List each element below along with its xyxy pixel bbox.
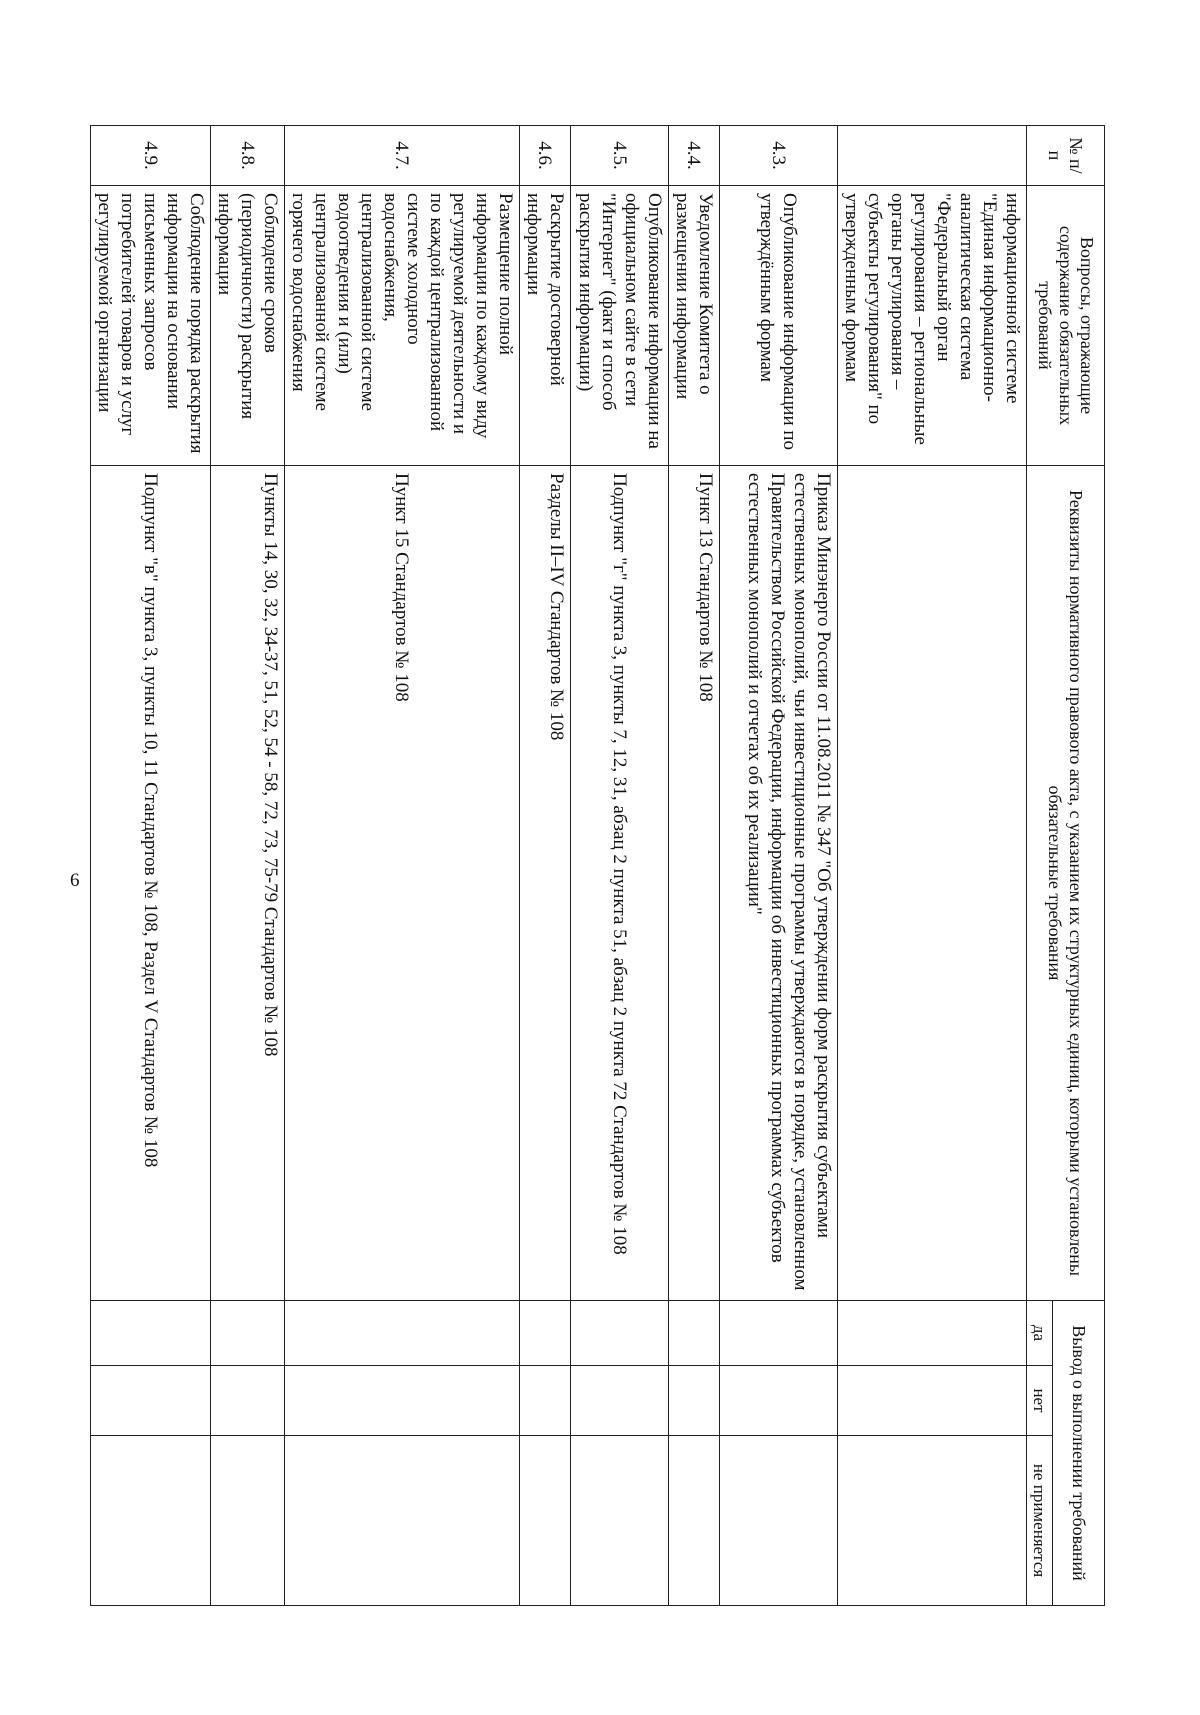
cell-no (91, 1366, 211, 1436)
cell-not-applicable (91, 1436, 211, 1606)
cell-yes (91, 1301, 211, 1366)
table-row (838, 126, 1027, 1606)
row-number: 4.7. (285, 126, 520, 186)
row-requisite (838, 466, 1027, 1301)
page-number: 6 (70, 870, 80, 891)
row-requisite: Пункты 14, 30, 32, 34-37, 51, 52, 54 - 58, 72, 73, 75-79 Стандартов № 108 (211, 466, 285, 1301)
cell-yes (520, 1301, 571, 1366)
row-number: 4.6. (520, 126, 571, 186)
header-questions: Вопросы, отражающие содержание обязательных требований (1027, 186, 1105, 466)
cell-yes (211, 1301, 285, 1366)
table-row (91, 126, 211, 1606)
cell-no (571, 1366, 669, 1436)
cell-no (720, 1366, 838, 1436)
row-requisite: Приказ Минэнерго России от 11.08.2011 № 347 "Об утверждении форм раскрытия субъектами естественных монополий, чьи инвестиционные программы утверждаются в порядке, установленном Правительством Российской Федерации, информации об инвестиционных программах субъектов естественных монополий и отчетах об их реализации" (720, 466, 838, 1301)
row-question: Раскрытие достоверной информации (520, 186, 571, 466)
header-row-top (1053, 126, 1105, 1606)
cell-not-applicable (838, 1436, 1027, 1606)
table-row (211, 126, 285, 1606)
row-number (838, 126, 1027, 186)
cell-no (211, 1366, 285, 1436)
row-question: Соблюдение сроков (периодичности) раскрытия информации (211, 186, 285, 466)
cell-no (669, 1366, 720, 1436)
header-requisites: Реквизиты нормативного правового акта, с указанием их структурных единиц, которыми установлены обязательные требования (1027, 466, 1105, 1301)
cell-no (838, 1366, 1027, 1436)
cell-not-applicable (669, 1436, 720, 1606)
cell-not-applicable (285, 1436, 520, 1606)
cell-yes (571, 1301, 669, 1366)
row-requisite: Разделы II–IV Стандартов № 108 (520, 466, 571, 1301)
row-number: 4.8. (211, 126, 285, 186)
cell-yes (720, 1301, 838, 1366)
row-number: 4.3. (720, 126, 838, 186)
table-row (669, 126, 720, 1606)
cell-not-applicable (720, 1436, 838, 1606)
table-row (571, 126, 669, 1606)
header-conclusion: Вывод о выполнении требований (1053, 1301, 1105, 1606)
table-row (720, 126, 838, 1606)
row-question: Соблюдение порядка раскрытия информации на основании письменных запросов потребителей товаров и услуг регулируемой организации (91, 186, 211, 466)
requirements-table (90, 125, 1105, 1606)
row-requisite: Пункт 15 Стандартов № 108 (285, 466, 520, 1301)
header-not-applicable: не применяется (1027, 1436, 1053, 1606)
cell-no (285, 1366, 520, 1436)
cell-yes (838, 1301, 1027, 1366)
cell-not-applicable (520, 1436, 571, 1606)
table-row (285, 126, 520, 1606)
row-requisite: Подпункт "г" пункта 3, пункты 7, 12, 31, абзац 2 пункта 51, абзац 2 пункта 72 Стандартов № 108 (571, 466, 669, 1301)
row-number: 4.9. (91, 126, 211, 186)
cell-yes (285, 1301, 520, 1366)
rotated-table-wrapper (90, 125, 1105, 1605)
row-question: Уведомление Комитета о размещении информации (669, 186, 720, 466)
row-question: информационной системе "Единая информационно-аналитическая система "Федеральный орган регулирования – региональные органы регулирования – субъекты регулирования" по утвержденным формам (838, 186, 1027, 466)
row-requisite: Подпункт "в" пункта 3, пункты 10, 11 Стандартов № 108, Раздел V Стандартов № 108 (91, 466, 211, 1301)
cell-not-applicable (211, 1436, 285, 1606)
row-number: 4.5. (571, 126, 669, 186)
header-no: нет (1027, 1366, 1053, 1436)
cell-no (520, 1366, 571, 1436)
cell-not-applicable (571, 1436, 669, 1606)
row-question: Размещение полной информации по каждому виду регулируемой деятельности и по каждой централизованной системе холодного водоснабжения, централизованной системе водоотведения и (или) централизованной системе горячего водоснабжения (285, 186, 520, 466)
table-row (520, 126, 571, 1606)
row-requisite: Пункт 13 Стандартов № 108 (669, 466, 720, 1301)
row-number: 4.4. (669, 126, 720, 186)
row-question: Опубликование информации по утверждённым формам (720, 186, 838, 466)
row-question: Опубликование информации на официальном сайте в сети "Интернет" (факт и способ раскрытия информации) (571, 186, 669, 466)
header-yes: да (1027, 1301, 1053, 1366)
cell-yes (669, 1301, 720, 1366)
header-num: № п/п (1027, 126, 1105, 186)
